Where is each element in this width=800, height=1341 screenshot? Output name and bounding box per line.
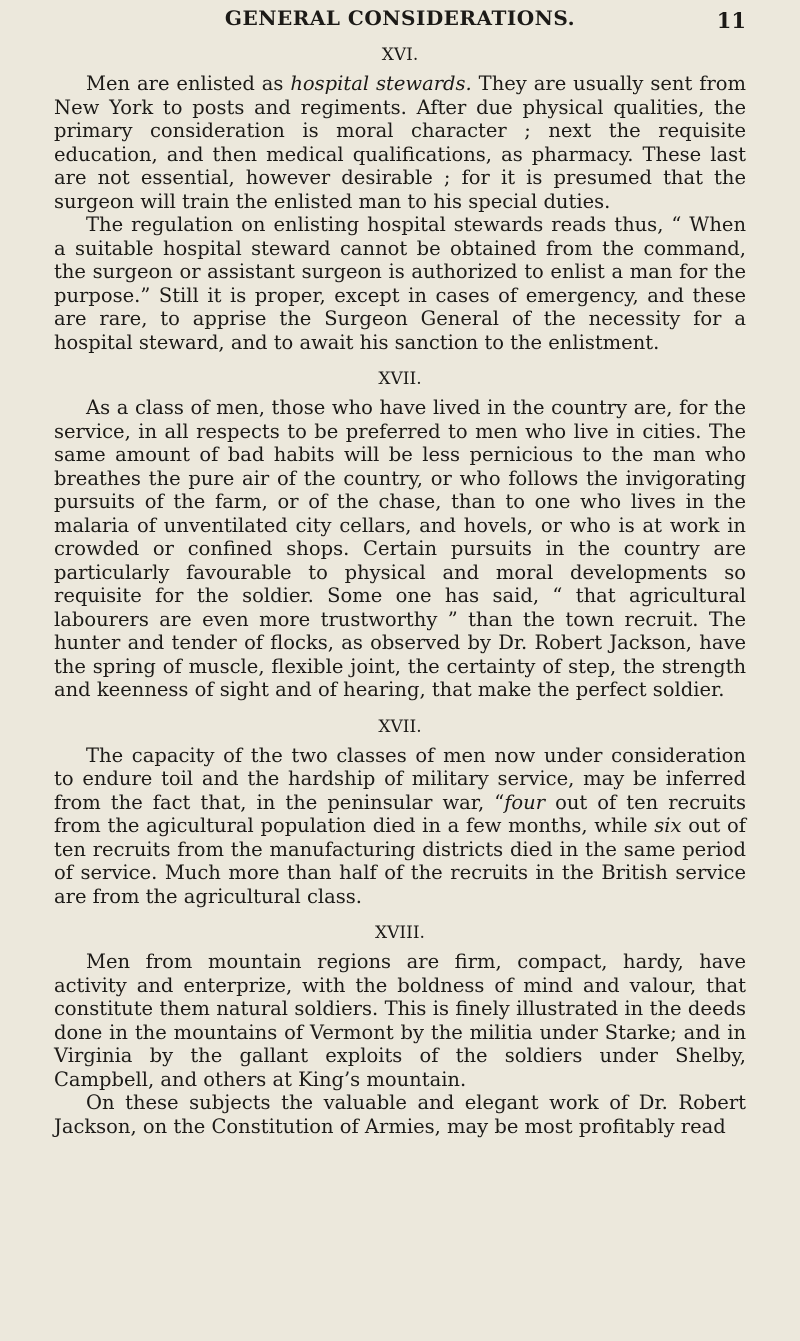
text-span: Men are enlisted as [86,72,291,95]
text-span: They are usually sent from New York to posts and regiments. After due physical qualities, the primary consideration is moral character ; next the requisite education, and then medical qualifications, as pharmacy. These last are not essential, however desirable ; for it is presumed that the surgeon will train the enlisted man to his special duties. [54,72,746,213]
paragraph [54,213,746,354]
section-xviii [54,922,746,1138]
section-heading: XVII. [378,369,422,389]
section-heading: XVI. [381,45,419,65]
italic-text: four [504,790,546,814]
text-span: Men from mountain regions are firm, compact, hardy, have activity and enterprize, with the boldness of mind and valour, that constitute them natural soldiers. This is finely illustrated in the deeds done in the mountains of Vermont by the militia under Starke; and in Virginia by the gallant exploits of the soldiers under Shelby, Campbell, and others at King’s mountain. [54,950,746,1091]
section-heading: XVII. [378,716,422,737]
running-title: GENERAL CONSIDERATIONS. [224,6,576,30]
paragraph [54,1091,746,1138]
section-heading: XVIII. [375,923,425,943]
text-span: The regulation on enlisting hospital stewards reads thus, “ When a suitable hospital steward cannot be obtained from the command, the surgeon or assistant surgeon is authorized to enlist a man for the purpose.” Still it is proper, except in cases of emergency, and these are rare, to apprise the Surgeon General of the necessity for a hospital steward, and to await his sanction to the enlistment. [54,213,746,354]
italic-text: six [654,814,682,837]
text-span: On these subjects the valuable and elegant work of Dr. Robert Jackson, on the Constitution of Armies, may be most profitably read [54,1091,746,1138]
paragraph [54,950,746,1091]
text-span: out of ten recruits from the manufacturing districts died in the same period of service. Much more than half of the recruits in the British service are from the agricultural class. [54,814,746,908]
text-span: out of ten recruits from the agicultural population died in a few months, while [54,790,746,837]
section-xvii-b [54,716,746,909]
section-xvii-a [54,368,746,702]
paragraph [54,396,746,702]
text-span: The capacity of the two classes of men now under consideration to endure toil and the hardship of military service, may be inferred from the fact that, in the peninsular war, “ [54,743,746,814]
running-header [54,6,746,44]
paragraph [54,744,746,909]
section-xvi [54,44,746,354]
paragraph [54,72,746,213]
page-number: 11 [716,8,746,33]
italic-text: hospital stewards. [290,72,472,95]
text-span: As a class of men, those who have lived in the country are, for the service, in all respects to be preferred to men who live in cities. The same amount of bad habits will be less pernicious to the man who breathes the pure air of the country, or who follows the invigorating pursuits of the farm, or of the chase, than to one who lives in the malaria of unventilated city cellars, and hovels, or who is at work in crowded or confined shops. Certain pursuits in the country are particularly favourable to physical and moral developments so requisite for the soldier. Some one has said, “ that agricultural labourers are even more trustworthy ” than the town recruit. The hunter and tender of flocks, as observed by Dr. Robert Jackson, have the spring of muscle, flexible joint, the certainty of step, the strength and keenness of sight and of hearing, that make the perfect soldier. [54,396,746,701]
